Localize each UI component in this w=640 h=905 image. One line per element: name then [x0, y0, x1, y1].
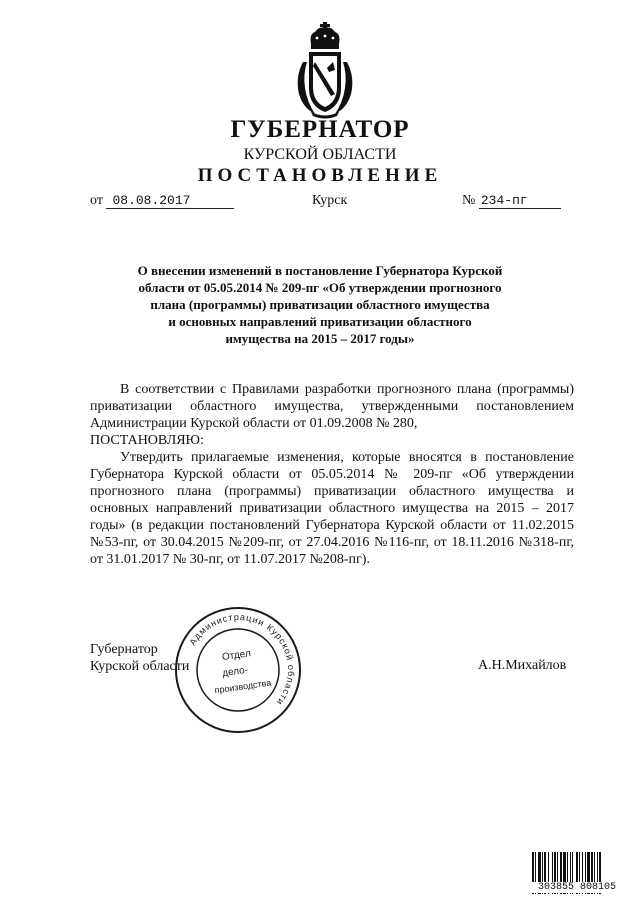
stamp-inner-line: Отдел	[221, 648, 252, 664]
number-prefix: №	[462, 193, 476, 208]
position-line: Губернатор	[90, 642, 158, 657]
heading-line: плана (программы) приватизации областного имущества	[150, 297, 490, 312]
heading-line: имущества на 2015 – 2017 годы»	[225, 331, 415, 346]
decree-date	[90, 193, 234, 209]
heading-line: области от 05.05.2014 № 209-пг «Об утверждении прогнозного	[138, 280, 502, 295]
decree-city: Курск	[312, 193, 348, 208]
coat-of-arms-emblem	[293, 22, 357, 120]
heading-line: и основных направлений приватизации областного	[168, 314, 472, 329]
date-value: 08.08.2017	[106, 194, 234, 209]
stamp-outer-text: Администрации Курской области	[187, 611, 297, 708]
heading-line: О внесении изменений в постановление Губернатора Курской	[137, 263, 503, 278]
decree-body	[90, 381, 574, 568]
signer-position	[90, 641, 189, 675]
barcode-number: 303855 808105	[531, 882, 623, 893]
governor-title: ГУБЕРНАТОР	[230, 116, 410, 143]
stamp-inner-line: производства	[213, 677, 272, 696]
decree-heading	[100, 262, 540, 347]
decree-word: ПОСТАНОВЛЯЮ:	[90, 433, 204, 448]
number-value: 234-пг	[479, 194, 561, 209]
body-paragraph: В соответствии с Правилами разработки прогнозного плана (программы) приватизации областного имущества, утвержденными постановлением Администрации Курской области от 01.09.2008 № 280,	[90, 382, 574, 431]
position-line: Курской области	[90, 659, 190, 674]
signer-name: А.Н.Михайлов	[478, 658, 567, 673]
region-name: КУРСКОЙ ОБЛАСТИ	[243, 146, 397, 163]
official-stamp	[172, 604, 304, 736]
body-paragraph: Утвердить прилагаемые изменения, которые вносятся в постановление Губернатора Курской области от 05.05.2014 № 209-пг «Об утверждении прогнозного плана (программы) приватизации областного имущества и основных направлений приватизации областного имущества на 2015 – 2017 годы» (в редакции постановлений Губернатора Курской области от 11.02.2015 №53-пг, от 30.04.2015 №209-пг, от 27.04.2016 №116-пг, от 18.11.2016 №318-пг, от 31.01.2017 № 30-пг, от 11.07.2017 №208-пг).	[90, 450, 574, 567]
stamp-inner-line: дело-	[221, 664, 249, 680]
decree-number	[462, 193, 561, 209]
document-type: ПОСТАНОВЛЕНИЕ	[197, 165, 443, 186]
date-prefix: от	[90, 193, 103, 208]
